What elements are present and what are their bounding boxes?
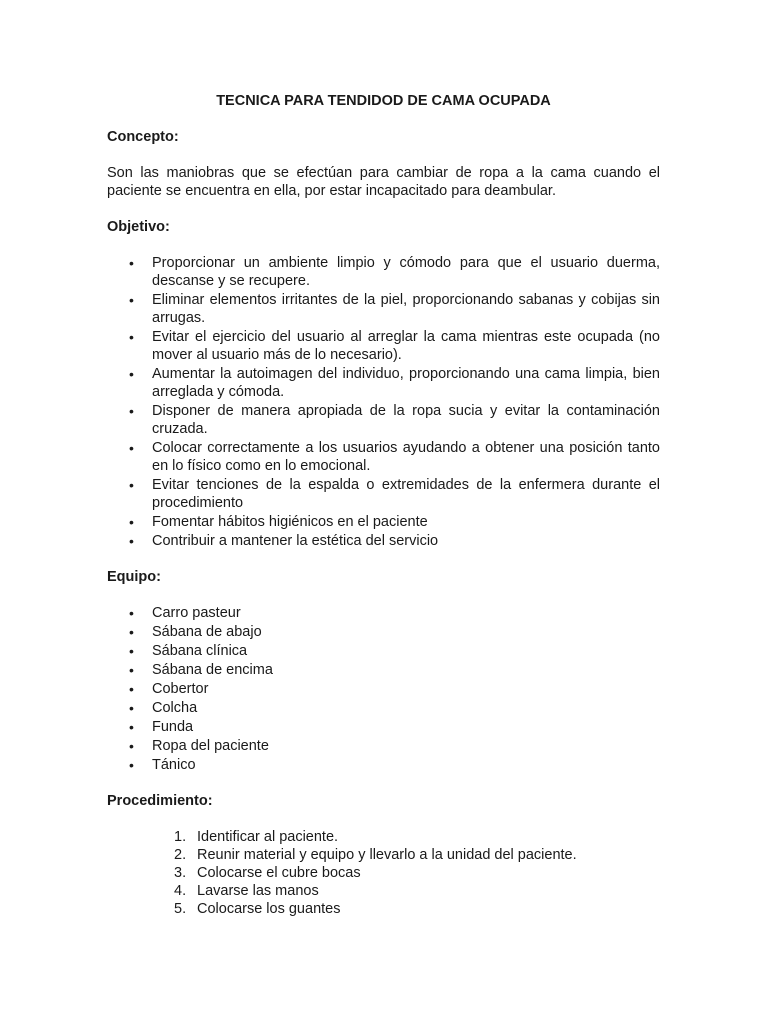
objetivo-list: [107, 254, 660, 550]
bullet-icon: •: [129, 662, 134, 678]
procedimiento-list: [107, 828, 660, 918]
step-number: 4.: [174, 883, 187, 899]
objetivo-item: • Eliminar elementos irritantes de la piel, proporcionando sabanas y cobijas sin arrugas.: [129, 292, 660, 326]
bullet-icon: •: [129, 329, 134, 345]
objetivo-item: • Proporcionar un ambiente limpio y cómodo para que el usuario duerma, descanse y se recupere.: [129, 255, 660, 289]
bullet-icon: •: [129, 738, 134, 754]
document-title: TECNICA PARA TENDIDOD DE CAMA OCUPADA: [216, 93, 551, 109]
step-text: Identificar al paciente.: [197, 829, 339, 845]
bullet-icon: •: [129, 255, 134, 271]
equipo-item: • Ropa del paciente: [129, 738, 269, 754]
equipo-item: • Colcha: [129, 700, 198, 716]
step-text: Colocarse los guantes: [197, 901, 341, 917]
objetivo-item: • Colocar correctamente a los usuarios ayudando a obtener una posición tanto en lo físico como en lo emocional.: [129, 440, 660, 474]
concepto-heading: Concepto:: [107, 129, 179, 145]
bullet-icon: •: [129, 624, 134, 640]
bullet-icon: •: [129, 292, 134, 308]
equipo-list: [107, 604, 660, 774]
bullet-icon: •: [129, 681, 134, 697]
objetivo-item: • Disponer de manera apropiada de la ropa sucia y evitar la contaminación cruzada.: [129, 403, 660, 437]
objetivo-heading: Objetivo:: [107, 219, 170, 235]
equipo-item: • Funda: [129, 719, 194, 735]
equipo-item: • Tánico: [129, 757, 196, 773]
equipo-item: • Sábana de abajo: [129, 624, 262, 640]
objetivo-item: • Evitar el ejercicio del usuario al arreglar la cama mientras este ocupada (no mover al usuario más de lo necesario).: [129, 329, 660, 363]
procedimiento-step: [107, 882, 660, 900]
procedimiento-step: [107, 864, 660, 882]
step-text: Reunir material y equipo y llevarlo a la unidad del paciente.: [197, 847, 577, 863]
step-text: Lavarse las manos: [197, 883, 319, 899]
step-number: 3.: [174, 865, 187, 881]
equipo-item: • Sábana clínica: [129, 643, 248, 659]
step-number: 5.: [174, 901, 187, 917]
step-number: 1.: [174, 829, 187, 845]
step-text: Colocarse el cubre bocas: [197, 865, 361, 881]
bullet-icon: •: [129, 719, 134, 735]
equipo-item: • Carro pasteur: [129, 605, 241, 621]
procedimiento-step: [107, 900, 660, 918]
procedimiento-step: [107, 828, 660, 846]
equipo-heading: Equipo:: [107, 569, 161, 585]
bullet-icon: •: [129, 757, 134, 773]
equipo-item: • Sábana de encima: [129, 662, 273, 678]
document-page: [107, 92, 660, 918]
bullet-icon: •: [129, 643, 134, 659]
objetivo-item: • Fomentar hábitos higiénicos en el paciente: [129, 514, 428, 530]
objetivo-item: • Evitar tenciones de la espalda o extremidades de la enfermera durante el procedimiento: [129, 477, 660, 511]
bullet-icon: •: [129, 514, 134, 530]
equipo-item: • Cobertor: [129, 681, 209, 697]
bullet-icon: •: [129, 533, 134, 549]
concepto-paragraph: Son las maniobras que se efectúan para cambiar de ropa a la cama cuando el paciente se encuentra en ella, por estar incapacitado para deambular.: [107, 165, 660, 199]
procedimiento-step: [107, 846, 660, 864]
objetivo-item: • Aumentar la autoimagen del individuo, proporcionando una cama limpia, bien arreglada y cómoda.: [129, 366, 660, 400]
bullet-icon: •: [129, 403, 134, 419]
bullet-icon: •: [129, 440, 134, 456]
bullet-icon: •: [129, 605, 134, 621]
bullet-icon: •: [129, 477, 134, 493]
procedimiento-heading: Procedimiento:: [107, 793, 213, 809]
bullet-icon: •: [129, 366, 134, 382]
objetivo-item: • Contribuir a mantener la estética del servicio: [129, 533, 439, 549]
bullet-icon: •: [129, 700, 134, 716]
step-number: 2.: [174, 847, 187, 863]
